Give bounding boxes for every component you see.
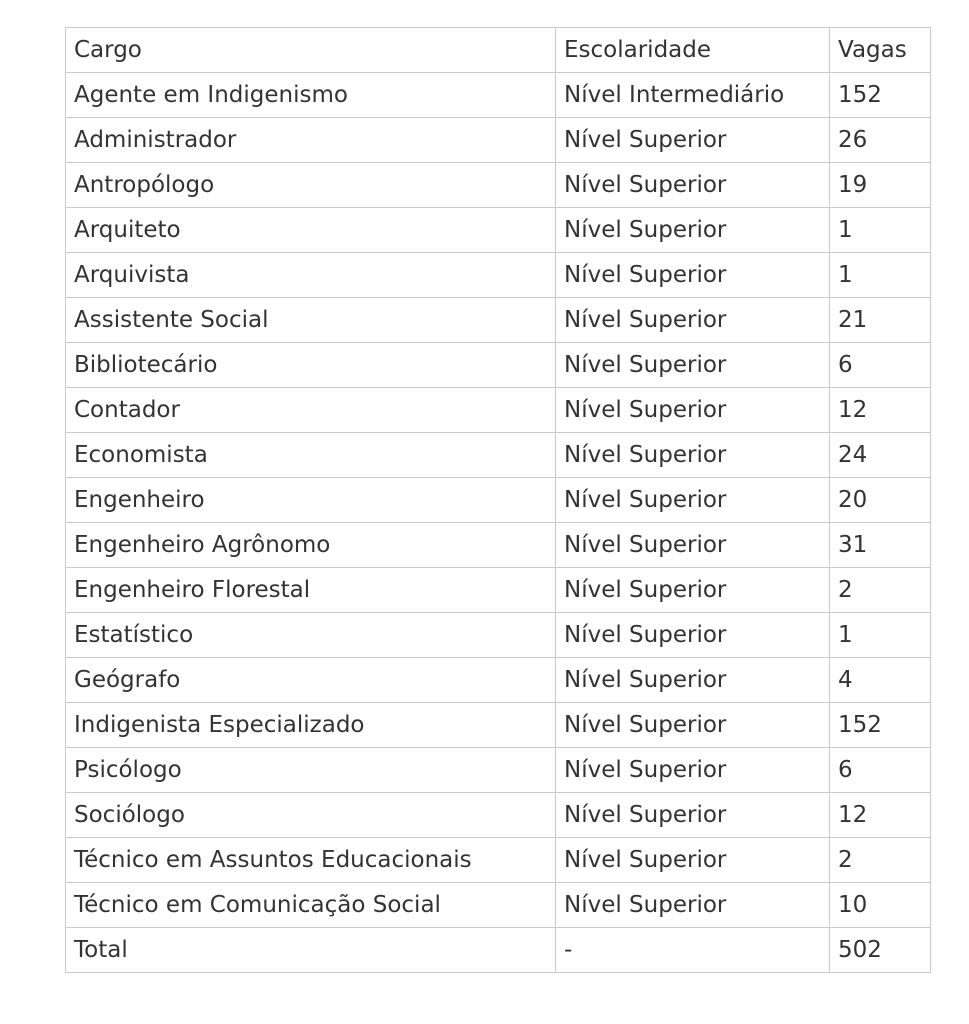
cell-vagas: 152 (830, 73, 931, 118)
header-cargo: Cargo (66, 28, 556, 73)
cell-vagas: 2 (830, 838, 931, 883)
cell-escolaridade: Nível Superior (556, 883, 830, 928)
table-row (66, 118, 931, 163)
vacancies-table (65, 27, 931, 973)
table-row (66, 793, 931, 838)
cell-escolaridade: Nível Superior (556, 433, 830, 478)
table-row (66, 208, 931, 253)
table-row (66, 343, 931, 388)
cell-cargo: Estatístico (66, 613, 556, 658)
cell-vagas: 1 (830, 208, 931, 253)
cell-escolaridade: Nível Superior (556, 613, 830, 658)
cell-cargo: Assistente Social (66, 298, 556, 343)
cell-vagas: 24 (830, 433, 931, 478)
cell-escolaridade: Nível Superior (556, 478, 830, 523)
cell-vagas: 20 (830, 478, 931, 523)
cell-cargo: Economista (66, 433, 556, 478)
cell-vagas: 31 (830, 523, 931, 568)
table-row (66, 883, 931, 928)
cell-cargo: Antropólogo (66, 163, 556, 208)
cell-escolaridade: Nível Superior (556, 388, 830, 433)
cell-vagas: 152 (830, 703, 931, 748)
cell-escolaridade: Nível Superior (556, 838, 830, 883)
cell-cargo: Arquiteto (66, 208, 556, 253)
table-row (66, 73, 931, 118)
cell-vagas: 6 (830, 748, 931, 793)
cell-vagas: 10 (830, 883, 931, 928)
cell-vagas: 12 (830, 793, 931, 838)
cell-cargo: Total (66, 928, 556, 973)
table-row (66, 658, 931, 703)
table-row (66, 388, 931, 433)
cell-escolaridade: Nível Superior (556, 703, 830, 748)
table-row (66, 523, 931, 568)
table-row (66, 253, 931, 298)
cell-escolaridade: Nível Superior (556, 793, 830, 838)
table-row (66, 298, 931, 343)
cell-vagas: 1 (830, 613, 931, 658)
cell-cargo: Geógrafo (66, 658, 556, 703)
cell-escolaridade: - (556, 928, 830, 973)
cell-cargo: Técnico em Comunicação Social (66, 883, 556, 928)
cell-vagas: 12 (830, 388, 931, 433)
cell-cargo: Agente em Indigenismo (66, 73, 556, 118)
cell-escolaridade: Nível Superior (556, 748, 830, 793)
cell-vagas: 6 (830, 343, 931, 388)
table-body (66, 73, 931, 973)
cell-cargo: Engenheiro Florestal (66, 568, 556, 613)
cell-escolaridade: Nível Superior (556, 118, 830, 163)
cell-cargo: Indigenista Especializado (66, 703, 556, 748)
cell-escolaridade: Nível Superior (556, 523, 830, 568)
cell-cargo: Arquivista (66, 253, 556, 298)
total-row (66, 928, 931, 973)
table-row (66, 568, 931, 613)
header-escolaridade: Escolaridade (556, 28, 830, 73)
header-vagas: Vagas (830, 28, 931, 73)
cell-escolaridade: Nível Superior (556, 163, 830, 208)
cell-cargo: Engenheiro Agrônomo (66, 523, 556, 568)
table-row (66, 478, 931, 523)
table-row (66, 748, 931, 793)
cell-vagas: 502 (830, 928, 931, 973)
cell-cargo: Psicólogo (66, 748, 556, 793)
table-row (66, 163, 931, 208)
cell-vagas: 2 (830, 568, 931, 613)
cell-escolaridade: Nível Superior (556, 298, 830, 343)
cell-vagas: 26 (830, 118, 931, 163)
cell-cargo: Bibliotecário (66, 343, 556, 388)
table-row (66, 613, 931, 658)
cell-cargo: Engenheiro (66, 478, 556, 523)
cell-escolaridade: Nível Intermediário (556, 73, 830, 118)
table-row (66, 838, 931, 883)
cell-cargo: Sociólogo (66, 793, 556, 838)
table-row (66, 703, 931, 748)
cell-escolaridade: Nível Superior (556, 253, 830, 298)
cell-escolaridade: Nível Superior (556, 208, 830, 253)
cell-cargo: Técnico em Assuntos Educacionais (66, 838, 556, 883)
table-header-row (66, 28, 931, 73)
cell-escolaridade: Nível Superior (556, 658, 830, 703)
cell-escolaridade: Nível Superior (556, 343, 830, 388)
cell-vagas: 1 (830, 253, 931, 298)
cell-escolaridade: Nível Superior (556, 568, 830, 613)
cell-cargo: Contador (66, 388, 556, 433)
cell-vagas: 21 (830, 298, 931, 343)
cell-vagas: 4 (830, 658, 931, 703)
table-row (66, 433, 931, 478)
cell-vagas: 19 (830, 163, 931, 208)
cell-cargo: Administrador (66, 118, 556, 163)
